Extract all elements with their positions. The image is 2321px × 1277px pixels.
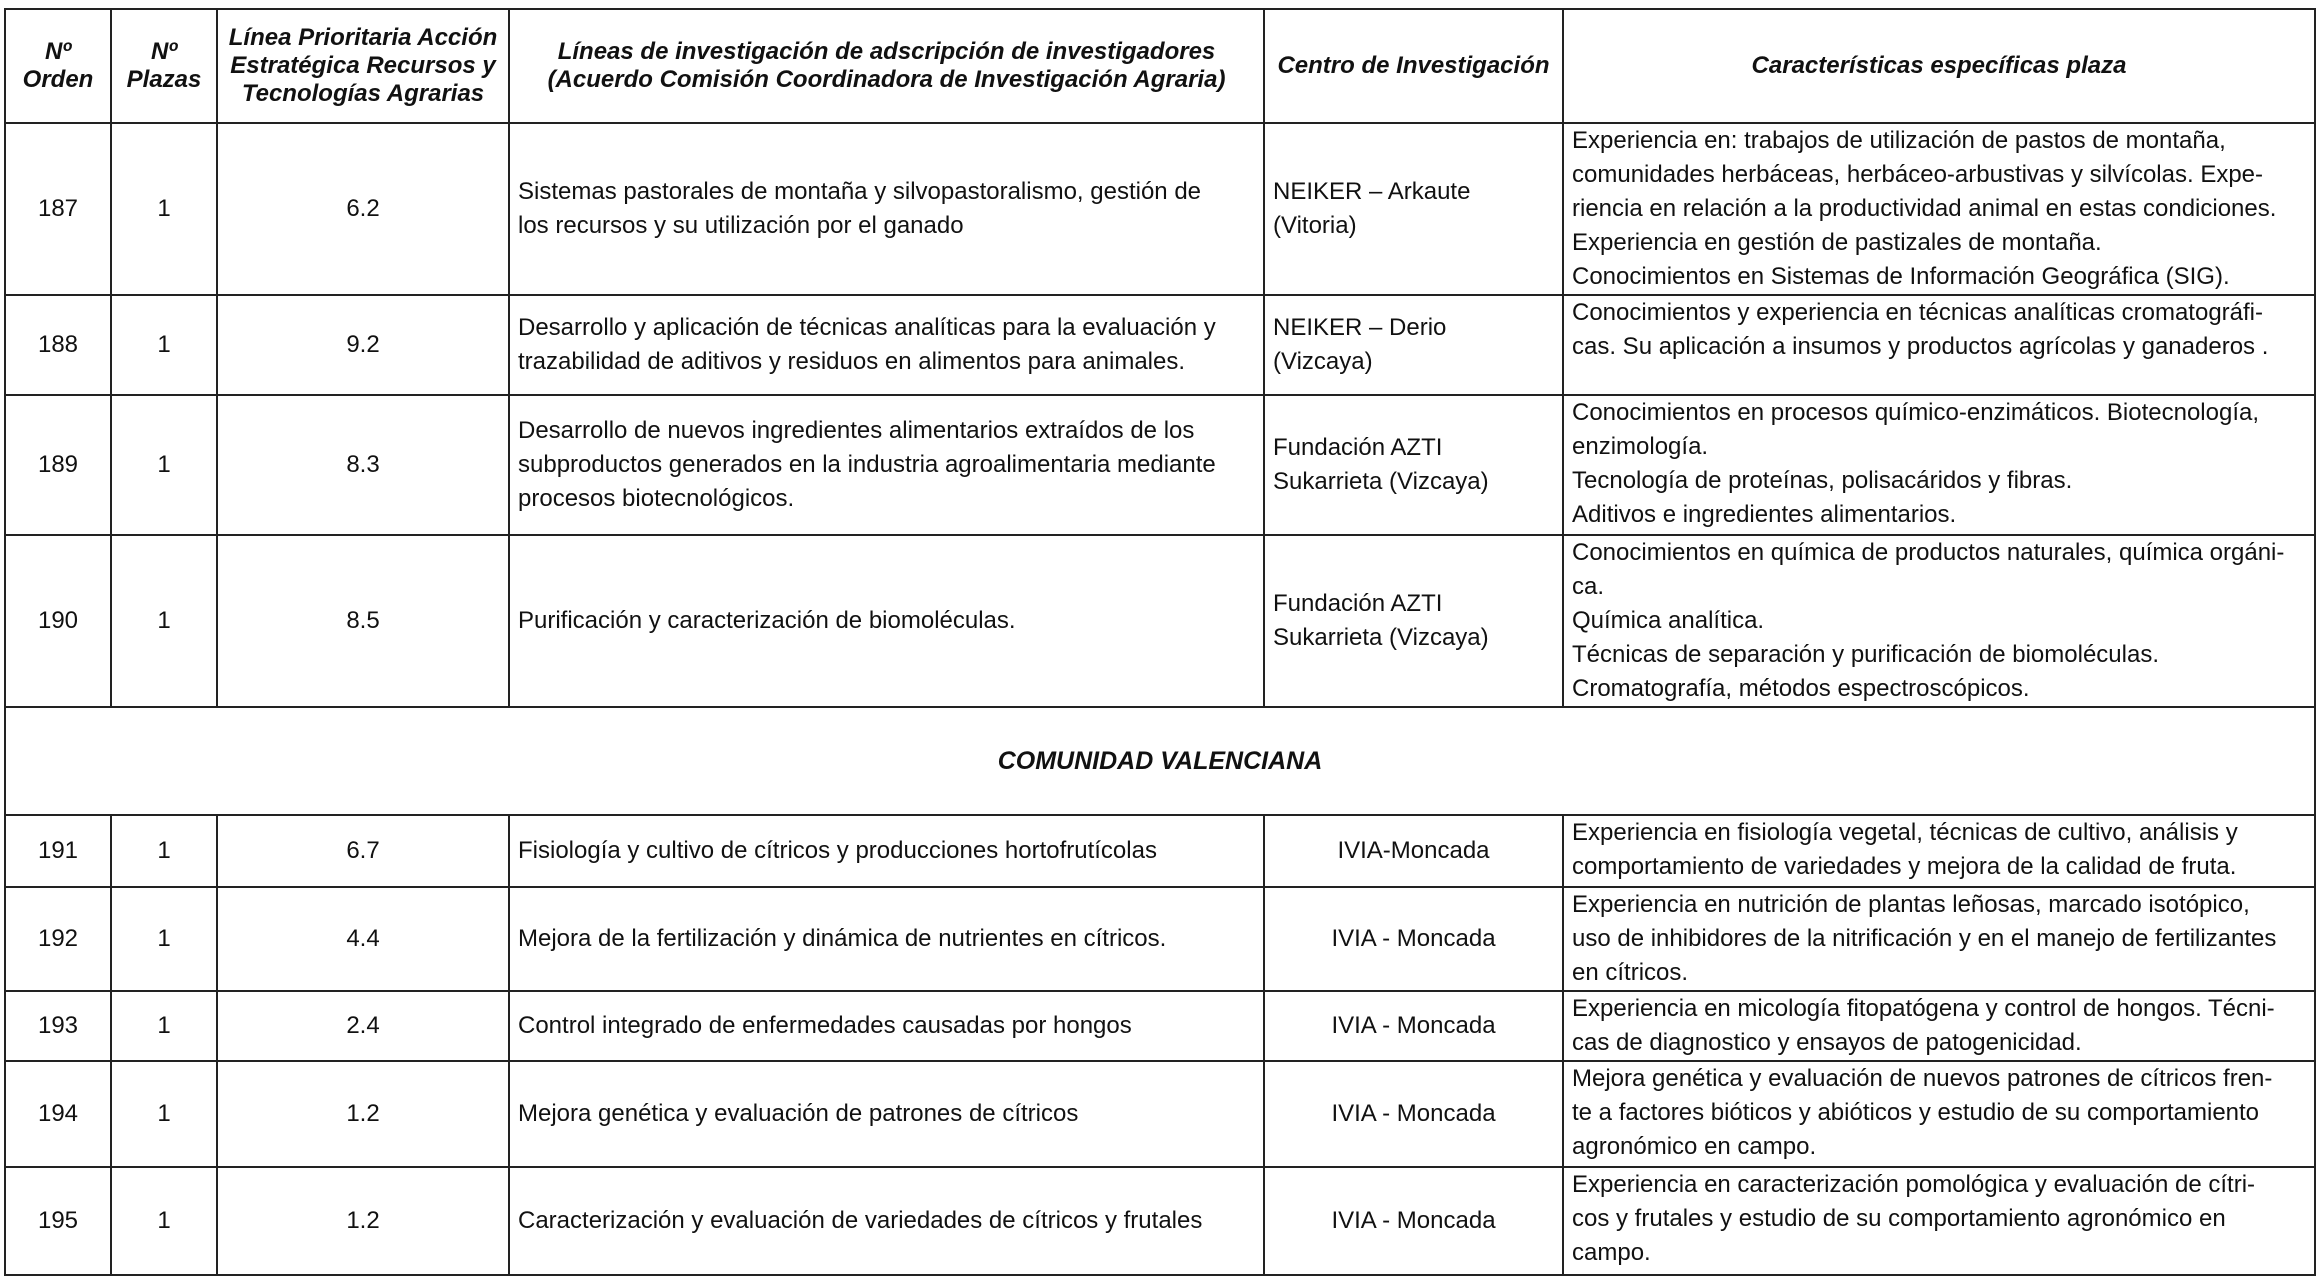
table-row bbox=[5, 535, 2315, 707]
plazas-cell: 1 bbox=[111, 1061, 217, 1167]
investigacion-cell: Sistemas pastorales de montaña y silvopastoralismo, gestión de los recursos y su utilización por el ganado bbox=[509, 123, 1264, 295]
investigacion-cell: Mejora de la fertilización y dinámica de nutrientes en cítricos. bbox=[509, 887, 1264, 991]
orden-cell: 187 bbox=[5, 123, 111, 295]
linea-cell: 8.3 bbox=[217, 395, 509, 535]
investigacion-cell: Desarrollo de nuevos ingredientes alimentarios extraídos de los subproductos generados en la industria agroalimentaria mediante procesos biotecnológicos. bbox=[509, 395, 1264, 535]
caracteristicas-cell: Conocimientos en procesos químico-enzimáticos. Biotecnología, enzimología. Tecnología de proteínas, polisacáridos y fibras. Aditivos e ingredientes alimentarios. bbox=[1563, 395, 2315, 535]
investigacion-cell: Desarrollo y aplicación de técnicas analíticas para la evaluación y trazabilidad de aditivos y residuos en alimentos para animales. bbox=[509, 295, 1264, 395]
investigacion-cell: Purificación y caracterización de biomoléculas. bbox=[509, 535, 1264, 707]
orden-cell: 194 bbox=[5, 1061, 111, 1167]
investigacion-cell: Caracterización y evaluación de variedades de cítricos y frutales bbox=[509, 1167, 1264, 1275]
investigacion-cell: Control integrado de enfermedades causadas por hongos bbox=[509, 991, 1264, 1061]
investigacion-cell: Fisiología y cultivo de cítricos y producciones hortofrutícolas bbox=[509, 815, 1264, 887]
caracteristicas-cell: Mejora genética y evaluación de nuevos patrones de cítricos fren- te a factores bióticos y abióticos y estudio de su comportamiento agronómico en campo. bbox=[1563, 1061, 2315, 1167]
table-row bbox=[5, 815, 2315, 887]
linea-cell: 4.4 bbox=[217, 887, 509, 991]
caracteristicas-cell: Experiencia en fisiología vegetal, técnicas de cultivo, análisis y comportamiento de variedades y mejora de la calidad de fruta. bbox=[1563, 815, 2315, 887]
orden-cell: 195 bbox=[5, 1167, 111, 1275]
plazas-cell: 1 bbox=[111, 395, 217, 535]
centro-cell: IVIA - Moncada bbox=[1264, 1061, 1563, 1167]
linea-cell: 6.2 bbox=[217, 123, 509, 295]
centro-cell: IVIA - Moncada bbox=[1264, 991, 1563, 1061]
plazas-cell: 1 bbox=[111, 535, 217, 707]
caracteristicas-cell: Experiencia en caracterización pomológica y evaluación de cítri- cos y frutales y estudio de su comportamiento agronómico en campo. bbox=[1563, 1167, 2315, 1275]
table-row bbox=[5, 1061, 2315, 1167]
table-row bbox=[5, 295, 2315, 395]
header-linea-prioritaria: Línea Prioritaria Acción Estratégica Recursos y Tecnologías Agrarias bbox=[217, 9, 509, 123]
region-row bbox=[5, 707, 2315, 815]
centro-cell: NEIKER – Derio (Vizcaya) bbox=[1264, 295, 1563, 395]
centro-cell: IVIA - Moncada bbox=[1264, 887, 1563, 991]
header-lineas-investigacion: Líneas de investigación de adscripción de investigadores (Acuerdo Comisión Coordinadora de Investigación Agraria) bbox=[509, 9, 1264, 123]
plazas-cell: 1 bbox=[111, 295, 217, 395]
linea-cell: 6.7 bbox=[217, 815, 509, 887]
orden-cell: 188 bbox=[5, 295, 111, 395]
orden-cell: 190 bbox=[5, 535, 111, 707]
plazas-cell: 1 bbox=[111, 991, 217, 1061]
plazas-cell: 1 bbox=[111, 815, 217, 887]
table-row bbox=[5, 123, 2315, 295]
centro-cell: IVIA-Moncada bbox=[1264, 815, 1563, 887]
plazas-cell: 1 bbox=[111, 1167, 217, 1275]
table-row bbox=[5, 1167, 2315, 1275]
caracteristicas-cell: Conocimientos en química de productos naturales, química orgáni- ca. Química analítica. Técnicas de separación y purificación de biomoléculas. Cromatografía, métodos espectroscópicos. bbox=[1563, 535, 2315, 707]
orden-cell: 191 bbox=[5, 815, 111, 887]
centro-cell: IVIA - Moncada bbox=[1264, 1167, 1563, 1275]
linea-cell: 2.4 bbox=[217, 991, 509, 1061]
centro-cell: Fundación AZTI Sukarrieta (Vizcaya) bbox=[1264, 395, 1563, 535]
caracteristicas-cell: Conocimientos y experiencia en técnicas analíticas cromatográfi- cas. Su aplicación a insumos y productos agrícolas y ganaderos . bbox=[1563, 295, 2315, 395]
header-centro: Centro de Investigación bbox=[1264, 9, 1563, 123]
header-row bbox=[5, 9, 2315, 123]
caracteristicas-cell: Experiencia en: trabajos de utilización de pastos de montaña, comunidades herbáceas, herbáceo-arbustivas y silvícolas. Expe- riencia en relación a la productividad animal en estas condiciones. Experiencia en gestión de pastizales de montaña. Conocimientos en Sistemas de Información Geográfica (SIG). bbox=[1563, 123, 2315, 295]
caracteristicas-cell: Experiencia en nutrición de plantas leñosas, marcado isotópico, uso de inhibidores de la nitrificación y en el manejo de fertilizantes en cítricos. bbox=[1563, 887, 2315, 991]
table-row bbox=[5, 887, 2315, 991]
region-heading: COMUNIDAD VALENCIANA bbox=[5, 707, 2315, 815]
linea-cell: 9.2 bbox=[217, 295, 509, 395]
linea-cell: 1.2 bbox=[217, 1061, 509, 1167]
header-orden: Nº Orden bbox=[5, 9, 111, 123]
linea-cell: 8.5 bbox=[217, 535, 509, 707]
plazas-cell: 1 bbox=[111, 123, 217, 295]
orden-cell: 193 bbox=[5, 991, 111, 1061]
centro-cell: NEIKER – Arkaute (Vitoria) bbox=[1264, 123, 1563, 295]
header-plazas: Nº Plazas bbox=[111, 9, 217, 123]
plazas-table bbox=[4, 8, 2316, 1276]
table-row bbox=[5, 991, 2315, 1061]
plazas-cell: 1 bbox=[111, 887, 217, 991]
orden-cell: 189 bbox=[5, 395, 111, 535]
table-row bbox=[5, 395, 2315, 535]
investigacion-cell: Mejora genética y evaluación de patrones de cítricos bbox=[509, 1061, 1264, 1167]
caracteristicas-cell: Experiencia en micología fitopatógena y control de hongos. Técni- cas de diagnostico y ensayos de patogenicidad. bbox=[1563, 991, 2315, 1061]
linea-cell: 1.2 bbox=[217, 1167, 509, 1275]
centro-cell: Fundación AZTI Sukarrieta (Vizcaya) bbox=[1264, 535, 1563, 707]
header-caracteristicas: Características específicas plaza bbox=[1563, 9, 2315, 123]
orden-cell: 192 bbox=[5, 887, 111, 991]
